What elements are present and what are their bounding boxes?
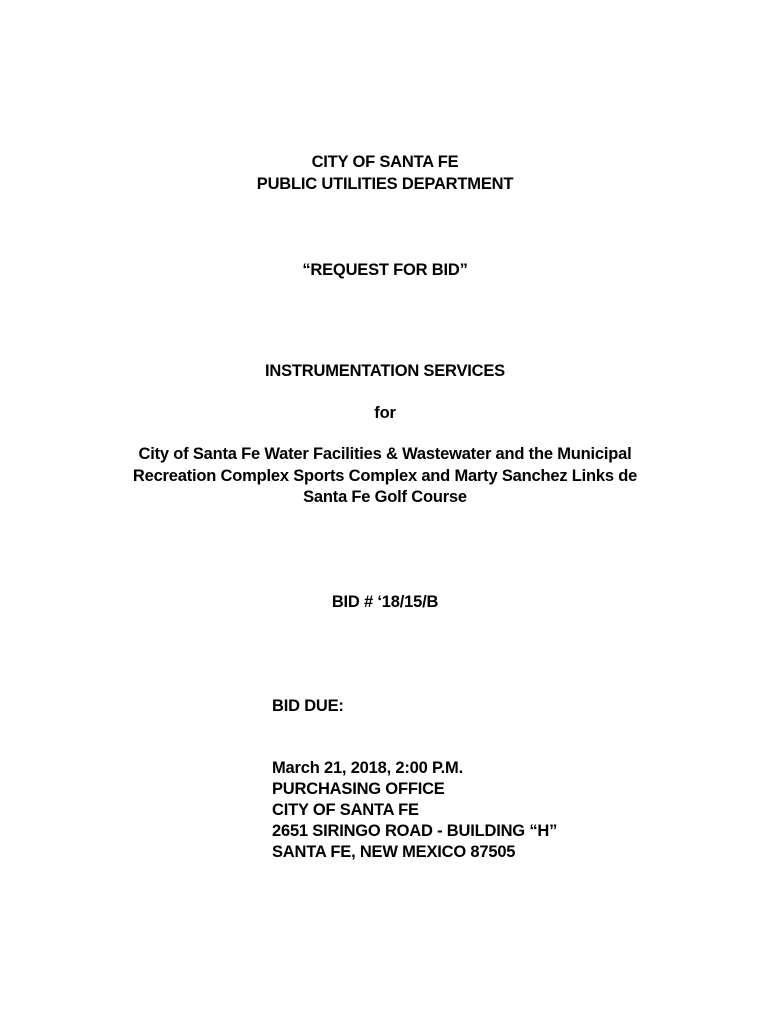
header-department: PUBLIC UTILITIES DEPARTMENT	[256, 175, 514, 193]
bid-due-office: PURCHASING OFFICE	[272, 780, 445, 798]
bid-number: BID # ‘18/15/B	[331, 593, 439, 611]
bid-due-date-time: March 21, 2018, 2:00 P.M.	[272, 759, 463, 777]
project-title: INSTRUMENTATION SERVICES	[265, 362, 505, 380]
project-description-line-1: City of Santa Fe Water Facilities & Wastewater and the Municipal	[138, 445, 632, 463]
project-description-line-3: Santa Fe Golf Course	[303, 488, 467, 506]
project-description-line-2: Recreation Complex Sports Complex and Marty Sanchez Links de	[132, 467, 638, 485]
bid-due-street: 2651 SIRINGO ROAD - BUILDING “H”	[272, 822, 558, 840]
bid-due-city: CITY OF SANTA FE	[272, 801, 419, 819]
document-type: “REQUEST FOR BID”	[302, 261, 468, 279]
header-city: CITY OF SANTA FE	[311, 153, 459, 171]
project-for: for	[374, 404, 396, 422]
bid-due-city-state-zip: SANTA FE, NEW MEXICO 87505	[272, 843, 516, 861]
bid-due-label: BID DUE:	[272, 697, 344, 715]
